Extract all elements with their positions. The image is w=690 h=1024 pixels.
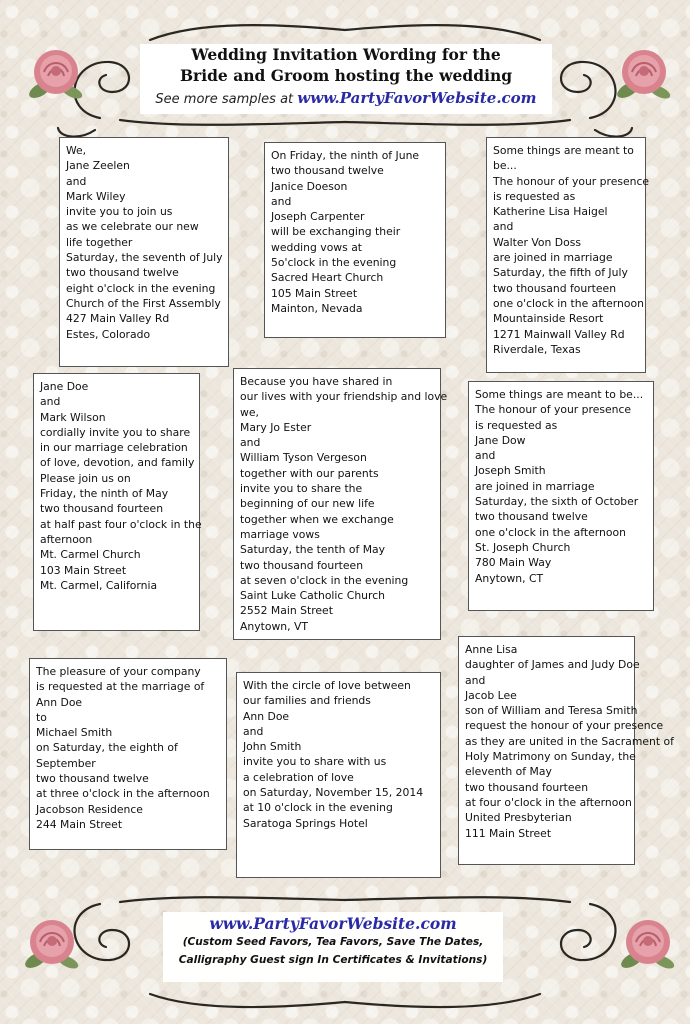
invitation-line: are joined in marriage bbox=[475, 479, 595, 493]
invitation-line: 111 Main Street bbox=[465, 826, 552, 840]
invitation-line: are joined in marriage bbox=[493, 251, 613, 265]
invitation-line: as we celebrate our new bbox=[66, 220, 199, 234]
invitation-line: Ann Doe bbox=[36, 695, 83, 709]
invitation-line: Because you have shared in bbox=[240, 375, 393, 388]
invitation-line: 103 Main Street bbox=[40, 563, 127, 577]
invitation-line: Anne Lisa bbox=[465, 643, 518, 656]
invitation-line: of love, devotion, and family bbox=[40, 456, 195, 470]
invitation-card-2 bbox=[264, 142, 446, 338]
invitation-line: at four o'clock in the afternoon bbox=[465, 795, 632, 809]
invitation-line: Joseph Carpenter bbox=[271, 210, 365, 224]
invitation-line: two thousand twelve bbox=[271, 164, 384, 178]
invitation-line: eleventh of May bbox=[465, 765, 552, 779]
invitation-line: Mountainside Resort bbox=[493, 312, 604, 326]
invitation-line: 427 Main Valley Rd bbox=[66, 312, 170, 326]
invitation-line: two thousand fourteen bbox=[465, 780, 589, 794]
invitation-line: marriage vows bbox=[240, 527, 320, 541]
invitation-line: will be exchanging their bbox=[271, 225, 401, 239]
invitation-line: On Friday, the ninth of June bbox=[271, 149, 420, 162]
invitation-line: 780 Main Way bbox=[475, 556, 552, 570]
invitation-line: Mt. Carmel Church bbox=[40, 548, 141, 562]
invitation-line: to bbox=[36, 710, 47, 724]
invitation-line: The honour of your presence bbox=[493, 174, 650, 188]
invitation-card-8 bbox=[236, 672, 441, 878]
rose-icon bbox=[20, 912, 84, 976]
invitation-line: our lives with your friendship and love bbox=[240, 390, 448, 404]
invitation-card-1 bbox=[59, 137, 229, 367]
invitation-line: 1271 Mainwall Valley Rd bbox=[493, 327, 625, 341]
invitation-line: 2552 Main Street bbox=[240, 604, 333, 618]
invitation-line: as they are united in the Sacrament of bbox=[465, 734, 674, 748]
invitation-line: 105 Main Street bbox=[271, 286, 358, 300]
invitation-card-4 bbox=[33, 373, 200, 631]
invitation-line: on Saturday, the eighth of bbox=[36, 741, 178, 755]
invitation-line: cordially invite you to share bbox=[40, 425, 191, 439]
invitation-line: and bbox=[66, 174, 87, 188]
see-more-line bbox=[140, 89, 552, 107]
invitation-line: St. Joseph Church bbox=[475, 540, 571, 554]
invitation-line: invite you to share with us bbox=[243, 755, 387, 769]
invitation-line: Jane Zeelen bbox=[66, 159, 130, 173]
invitation-line: at three o'clock in the afternoon bbox=[36, 787, 210, 801]
rose-icon bbox=[616, 912, 680, 976]
header-website-link[interactable]: www.PartyFavorWebsite.com bbox=[297, 89, 537, 107]
invitation-card-5 bbox=[233, 368, 448, 640]
footer-products-line-1: (Custom Seed Favors, Tea Favors, Save The Dates, bbox=[182, 936, 484, 948]
invitation-line: in our marriage celebration bbox=[40, 441, 188, 455]
invitation-card-9 bbox=[458, 636, 674, 865]
invitation-line: Jacobson Residence bbox=[36, 802, 143, 816]
invitation-line: Mark Wiley bbox=[66, 189, 126, 203]
invitation-line: Mainton, Nevada bbox=[271, 301, 363, 315]
invitation-line: The honour of your presence bbox=[475, 403, 632, 417]
invitation-line: one o'clock in the afternoon bbox=[475, 525, 626, 539]
invitation-line: Anytown, CT bbox=[475, 571, 544, 585]
invitation-line: Katherine Lisa Haigel bbox=[493, 205, 608, 219]
invitation-line: together with our parents bbox=[240, 466, 379, 480]
invitation-line: Ann Doe bbox=[243, 709, 290, 723]
invitation-line: and bbox=[40, 395, 61, 409]
invitation-line: Some things are meant to be... bbox=[475, 388, 644, 401]
page-title-line-2: Bride and Groom hosting the wedding bbox=[179, 66, 513, 85]
invitation-line: two thousand twelve bbox=[475, 510, 588, 524]
invitation-line: two thousand twelve bbox=[66, 266, 179, 280]
invitation-line: invite you to join us bbox=[66, 205, 173, 219]
invitation-line: William Tyson Vergeson bbox=[240, 451, 367, 465]
invitation-line: and bbox=[271, 194, 292, 208]
invitation-line: two thousand fourteen bbox=[493, 281, 617, 295]
invitation-line: Church of the First Assembly bbox=[66, 296, 221, 310]
invitation-line: Joseph Smith bbox=[475, 464, 546, 478]
invitation-line: Mt. Carmel, California bbox=[40, 578, 158, 592]
invitation-line: daughter of James and Judy Doe bbox=[465, 658, 640, 672]
footer-panel bbox=[163, 912, 503, 982]
invitation-line: Holy Matrimony on Sunday, the bbox=[465, 750, 636, 764]
invitation-line: Janice Doeson bbox=[271, 179, 348, 193]
invitation-line: two thousand twelve bbox=[36, 772, 149, 786]
invitation-line: Some things are meant to bbox=[493, 144, 634, 157]
invitation-line: Mary Jo Ester bbox=[240, 420, 312, 434]
invitation-line: and bbox=[240, 436, 261, 450]
invitation-line: wedding vows at bbox=[271, 240, 363, 254]
invitation-line: and bbox=[475, 449, 496, 463]
invitation-line: be... bbox=[493, 159, 517, 173]
invitation-line: 5o'clock in the evening bbox=[271, 256, 397, 270]
invitation-line: two thousand fourteen bbox=[240, 558, 364, 572]
invitation-line: Saturday, the seventh of July bbox=[66, 251, 223, 265]
invitation-line: United Presbyterian bbox=[465, 811, 572, 825]
invitation-line: Saratoga Springs Hotel bbox=[243, 816, 368, 830]
invitation-line: Saturday, the sixth of October bbox=[475, 495, 639, 509]
invitation-line: Jacob Lee bbox=[465, 688, 517, 702]
invitation-line: and bbox=[465, 673, 486, 687]
invitation-line: The pleasure of your company bbox=[36, 665, 201, 678]
invitation-line: With the circle of love between bbox=[243, 679, 411, 692]
invitation-card-3 bbox=[486, 137, 650, 373]
rose-icon bbox=[612, 42, 676, 106]
invitation-line: Please join us on bbox=[40, 471, 131, 485]
invitation-line: Friday, the ninth of May bbox=[40, 487, 169, 501]
invitation-line: two thousand fourteen bbox=[40, 502, 164, 516]
invitation-line: at half past four o'clock in the bbox=[40, 517, 202, 531]
invitation-line: afternoon bbox=[40, 532, 93, 546]
invitation-line: life together bbox=[66, 235, 133, 249]
rose-icon bbox=[24, 42, 88, 106]
invitation-line: Saint Luke Catholic Church bbox=[240, 589, 385, 603]
header-panel bbox=[140, 44, 552, 114]
footer-website-link[interactable]: www.PartyFavorWebsite.com bbox=[209, 914, 457, 933]
see-more-text: See more samples at bbox=[155, 92, 294, 107]
invitation-line: Jane Doe bbox=[40, 380, 89, 393]
invitation-line: We, bbox=[66, 144, 87, 157]
invitation-card-7 bbox=[29, 658, 227, 850]
invitation-line: Mark Wilson bbox=[40, 410, 106, 424]
invitation-line: one o'clock in the afternoon bbox=[493, 296, 644, 310]
invitation-line: is requested at the marriage of bbox=[36, 680, 205, 694]
page-title-line-1: Wedding Invitation Wording for the bbox=[191, 45, 501, 64]
invitation-line: Saturday, the fifth of July bbox=[493, 266, 628, 280]
invitation-line: Riverdale, Texas bbox=[493, 342, 581, 356]
invitation-line: Sacred Heart Church bbox=[271, 271, 384, 285]
invitation-line: son of William and Teresa Smith bbox=[465, 704, 638, 718]
invitation-line: eight o'clock in the evening bbox=[66, 281, 216, 295]
invitation-line: Saturday, the tenth of May bbox=[240, 543, 386, 557]
invitation-line: Walter Von Doss bbox=[493, 235, 581, 249]
invitation-line: Estes, Colorado bbox=[66, 327, 151, 341]
footer-products-line-2: Calligraphy Guest sign In Certificates & Invitations) bbox=[178, 954, 488, 966]
invitation-line: we, bbox=[240, 405, 259, 419]
invitation-line: our families and friends bbox=[243, 694, 371, 708]
invitation-line: John Smith bbox=[243, 740, 302, 754]
invitation-line: at 10 o'clock in the evening bbox=[243, 801, 393, 815]
invitation-line: is requested as bbox=[493, 189, 576, 203]
invitation-line: Anytown, VT bbox=[240, 619, 308, 633]
invitation-card-6 bbox=[468, 381, 654, 611]
invitation-line: and bbox=[243, 724, 264, 738]
invitation-line: Jane Dow bbox=[475, 433, 526, 447]
invitation-line: invite you to share the bbox=[240, 482, 363, 496]
invitation-line: and bbox=[493, 220, 514, 234]
invitation-line: is requested as bbox=[475, 418, 558, 432]
invitation-line: 244 Main Street bbox=[36, 817, 123, 831]
invitation-line: on Saturday, November 15, 2014 bbox=[243, 786, 424, 800]
invitation-line: Michael Smith bbox=[36, 726, 113, 740]
invitation-line: a celebration of love bbox=[243, 770, 354, 784]
invitation-line: beginning of our new life bbox=[240, 497, 375, 511]
invitation-line: together when we exchange bbox=[240, 512, 394, 526]
invitation-line: request the honour of your presence bbox=[465, 719, 664, 733]
invitation-line: at seven o'clock in the evening bbox=[240, 573, 409, 587]
invitation-line: September bbox=[36, 756, 96, 770]
